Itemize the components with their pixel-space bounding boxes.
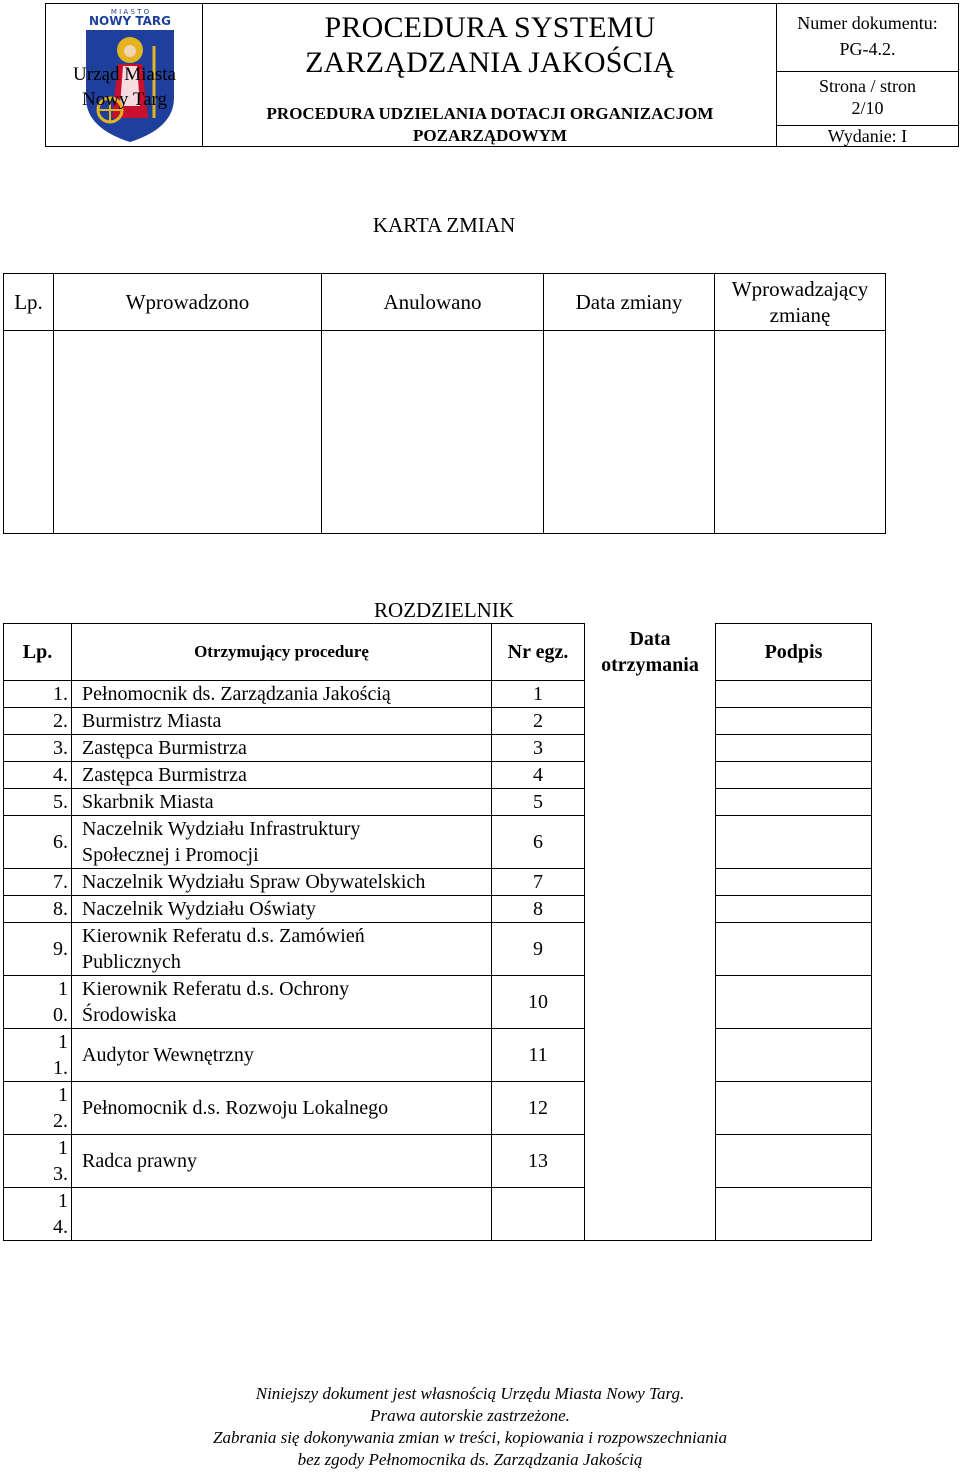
row-receipt-date	[585, 869, 716, 896]
row-signature	[716, 1188, 872, 1241]
table-row	[4, 1135, 872, 1188]
distribution-header-row	[4, 624, 872, 681]
row-receipt-date	[585, 1029, 716, 1082]
table-row	[4, 1188, 872, 1241]
row-signature	[716, 735, 872, 762]
col-copy-number: Nr egz.	[492, 624, 585, 681]
procedure-name	[203, 103, 777, 147]
table-row	[4, 789, 872, 816]
row-lp-line1: 1	[58, 1031, 68, 1053]
change-log-header-row	[4, 274, 886, 331]
org-name	[46, 62, 203, 112]
org-line1: Urząd Miasta	[73, 64, 176, 85]
table-row	[4, 762, 872, 789]
row-recipient	[72, 816, 492, 869]
row-lp-line2: 3.	[53, 1163, 68, 1185]
table-row	[4, 1082, 872, 1135]
table-row	[4, 976, 872, 1029]
row-receipt-date	[585, 762, 716, 789]
row-lp	[4, 1029, 72, 1082]
col-receipt-date-line2: otrzymania	[601, 654, 699, 676]
distribution-list-title: ROZDZIELNIK	[374, 598, 514, 622]
row-lp-line1: 1	[58, 1137, 68, 1159]
col-lp: Lp.	[4, 624, 72, 681]
doc-number-label: Numer dokumentu:	[797, 13, 938, 33]
edition: Wydanie: I	[827, 126, 908, 146]
footer-copyright-notice	[0, 1383, 940, 1471]
title-line1: PROCEDURA SYSTEMU	[324, 11, 656, 44]
row-receipt-date	[585, 735, 716, 762]
row-copy-number: 8	[492, 896, 585, 923]
row-recipient	[72, 923, 492, 976]
row-signature	[716, 816, 872, 869]
doc-info-cell	[777, 4, 958, 146]
row-copy-number: 5	[492, 789, 585, 816]
row-lp	[4, 1188, 72, 1241]
row-lp: 7.	[4, 869, 72, 896]
row-signature	[716, 1135, 872, 1188]
row-receipt-date	[585, 789, 716, 816]
row-signature	[716, 681, 872, 708]
row-receipt-date	[585, 1135, 716, 1188]
row-lp	[4, 976, 72, 1029]
distribution-table	[3, 623, 872, 1241]
row-copy-number: 4	[492, 762, 585, 789]
row-signature	[716, 708, 872, 735]
row-signature	[716, 896, 872, 923]
empty-cell	[54, 331, 322, 534]
row-recipient: Naczelnik Wydziału Oświaty	[72, 896, 492, 923]
row-signature	[716, 762, 872, 789]
row-signature	[716, 1029, 872, 1082]
row-recipient-line1: Naczelnik Wydziału Infrastruktury	[82, 818, 361, 840]
row-recipient: Pełnomocnik d.s. Rozwoju Lokalnego	[72, 1082, 492, 1135]
row-receipt-date	[585, 896, 716, 923]
footer-line4: bez zgody Pełnomocnika ds. Zarządzania Jakością	[297, 1450, 643, 1469]
page-value: 2/10	[851, 98, 884, 118]
row-signature	[716, 1082, 872, 1135]
title-line2: ZARZĄDZANIA JAKOŚCIĄ	[305, 46, 675, 79]
row-recipient-line2: Społecznej i Promocji	[82, 844, 259, 866]
row-recipient-line2: Publicznych	[82, 951, 181, 973]
footer-line1: Niniejszy dokument jest własnością Urzędu Miasta Nowy Targ.	[255, 1384, 685, 1403]
row-recipient: Radca prawny	[72, 1135, 492, 1188]
row-recipient	[72, 1188, 492, 1241]
row-receipt-date	[585, 681, 716, 708]
col-signature: Podpis	[716, 624, 872, 681]
org-cell	[46, 4, 203, 146]
row-lp: 8.	[4, 896, 72, 923]
row-copy-number: 13	[492, 1135, 585, 1188]
row-lp: 9.	[4, 923, 72, 976]
logo-city-top: M I A S T O	[110, 8, 150, 16]
row-signature	[716, 923, 872, 976]
table-row	[4, 681, 872, 708]
row-recipient-line2: Środowiska	[82, 1004, 177, 1026]
col-recipient: Otrzymujący procedurę	[72, 624, 492, 681]
subtitle-line1: PROCEDURA UDZIELANIA DOTACJI ORGANIZACJOM	[266, 104, 714, 123]
row-lp-line1: 1	[58, 978, 68, 1000]
row-lp: 2.	[4, 708, 72, 735]
row-copy-number: 7	[492, 869, 585, 896]
row-recipient: Zastępca Burmistrza	[72, 762, 492, 789]
table-row	[4, 735, 872, 762]
empty-cell	[715, 331, 886, 534]
row-recipient-line1: Kierownik Referatu d.s. Ochrony	[82, 978, 350, 1000]
col-receipt-date	[585, 624, 716, 681]
col-cancelled: Anulowano	[322, 274, 544, 331]
col-lp: Lp.	[4, 274, 54, 331]
row-receipt-date	[585, 1082, 716, 1135]
document-header	[45, 3, 959, 147]
row-recipient: Pełnomocnik ds. Zarządzania Jakością	[72, 681, 492, 708]
row-recipient: Naczelnik Wydziału Spraw Obywatelskich	[72, 869, 492, 896]
empty-cell	[322, 331, 544, 534]
row-recipient	[72, 976, 492, 1029]
row-receipt-date	[585, 976, 716, 1029]
table-row	[4, 869, 872, 896]
row-copy-number: 11	[492, 1029, 585, 1082]
page-label: Strona / stron	[819, 76, 916, 96]
row-copy-number: 1	[492, 681, 585, 708]
row-lp: 6.	[4, 816, 72, 869]
procedure-system-title	[203, 10, 777, 80]
row-lp-line1: 1	[58, 1084, 68, 1106]
col-receipt-date-line1: Data	[629, 628, 671, 650]
row-copy-number: 9	[492, 923, 585, 976]
row-lp-line2: 4.	[53, 1216, 68, 1238]
row-lp: 5.	[4, 789, 72, 816]
row-recipient: Skarbnik Miasta	[72, 789, 492, 816]
row-lp-line2: 0.	[53, 1004, 68, 1026]
row-signature	[716, 869, 872, 896]
row-receipt-date	[585, 1188, 716, 1241]
footer-line2: Prawa autorskie zastrzeżone.	[370, 1406, 570, 1425]
page-block	[777, 72, 958, 126]
table-row	[4, 1029, 872, 1082]
org-line2: Nowy Targ	[81, 89, 168, 110]
row-copy-number	[492, 1188, 585, 1241]
col-changed-by: Wprowadzający zmianę	[715, 274, 886, 331]
row-recipient: Burmistrz Miasta	[72, 708, 492, 735]
row-lp-line1: 1	[58, 1190, 68, 1212]
subtitle-line2: POZARZĄDOWYM	[413, 126, 567, 145]
row-copy-number: 6	[492, 816, 585, 869]
row-copy-number: 3	[492, 735, 585, 762]
row-recipient-line1: Kierownik Referatu d.s. Zamówień	[82, 925, 365, 947]
empty-cell	[544, 331, 715, 534]
table-row	[4, 816, 872, 869]
col-change-date: Data zmiany	[544, 274, 715, 331]
row-lp	[4, 1082, 72, 1135]
doc-number-block	[777, 4, 958, 72]
row-lp: 3.	[4, 735, 72, 762]
table-row	[4, 708, 872, 735]
logo-city-name: NOWY TARG	[89, 14, 171, 28]
change-log-empty-row	[4, 331, 886, 534]
row-lp: 4.	[4, 762, 72, 789]
table-row	[4, 923, 872, 976]
row-lp-line2: 1.	[53, 1057, 68, 1079]
row-signature	[716, 976, 872, 1029]
empty-cell	[4, 331, 54, 534]
row-copy-number: 12	[492, 1082, 585, 1135]
col-introduced: Wprowadzono	[54, 274, 322, 331]
change-log-table	[3, 273, 886, 534]
title-cell	[203, 4, 777, 146]
footer-line3: Zabrania się dokonywania zmian w treści, kopiowania i rozpowszechniania	[213, 1428, 727, 1447]
row-receipt-date	[585, 708, 716, 735]
row-copy-number: 10	[492, 976, 585, 1029]
row-recipient: Audytor Wewnętrzny	[72, 1029, 492, 1082]
row-signature	[716, 789, 872, 816]
row-receipt-date	[585, 816, 716, 869]
doc-number: PG-4.2.	[839, 39, 896, 59]
row-receipt-date	[585, 923, 716, 976]
row-recipient: Zastępca Burmistrza	[72, 735, 492, 762]
row-lp	[4, 1135, 72, 1188]
table-row	[4, 896, 872, 923]
row-copy-number: 2	[492, 708, 585, 735]
row-lp-line2: 2.	[53, 1110, 68, 1132]
row-lp: 1.	[4, 681, 72, 708]
change-log-title: KARTA ZMIAN	[372, 213, 516, 237]
